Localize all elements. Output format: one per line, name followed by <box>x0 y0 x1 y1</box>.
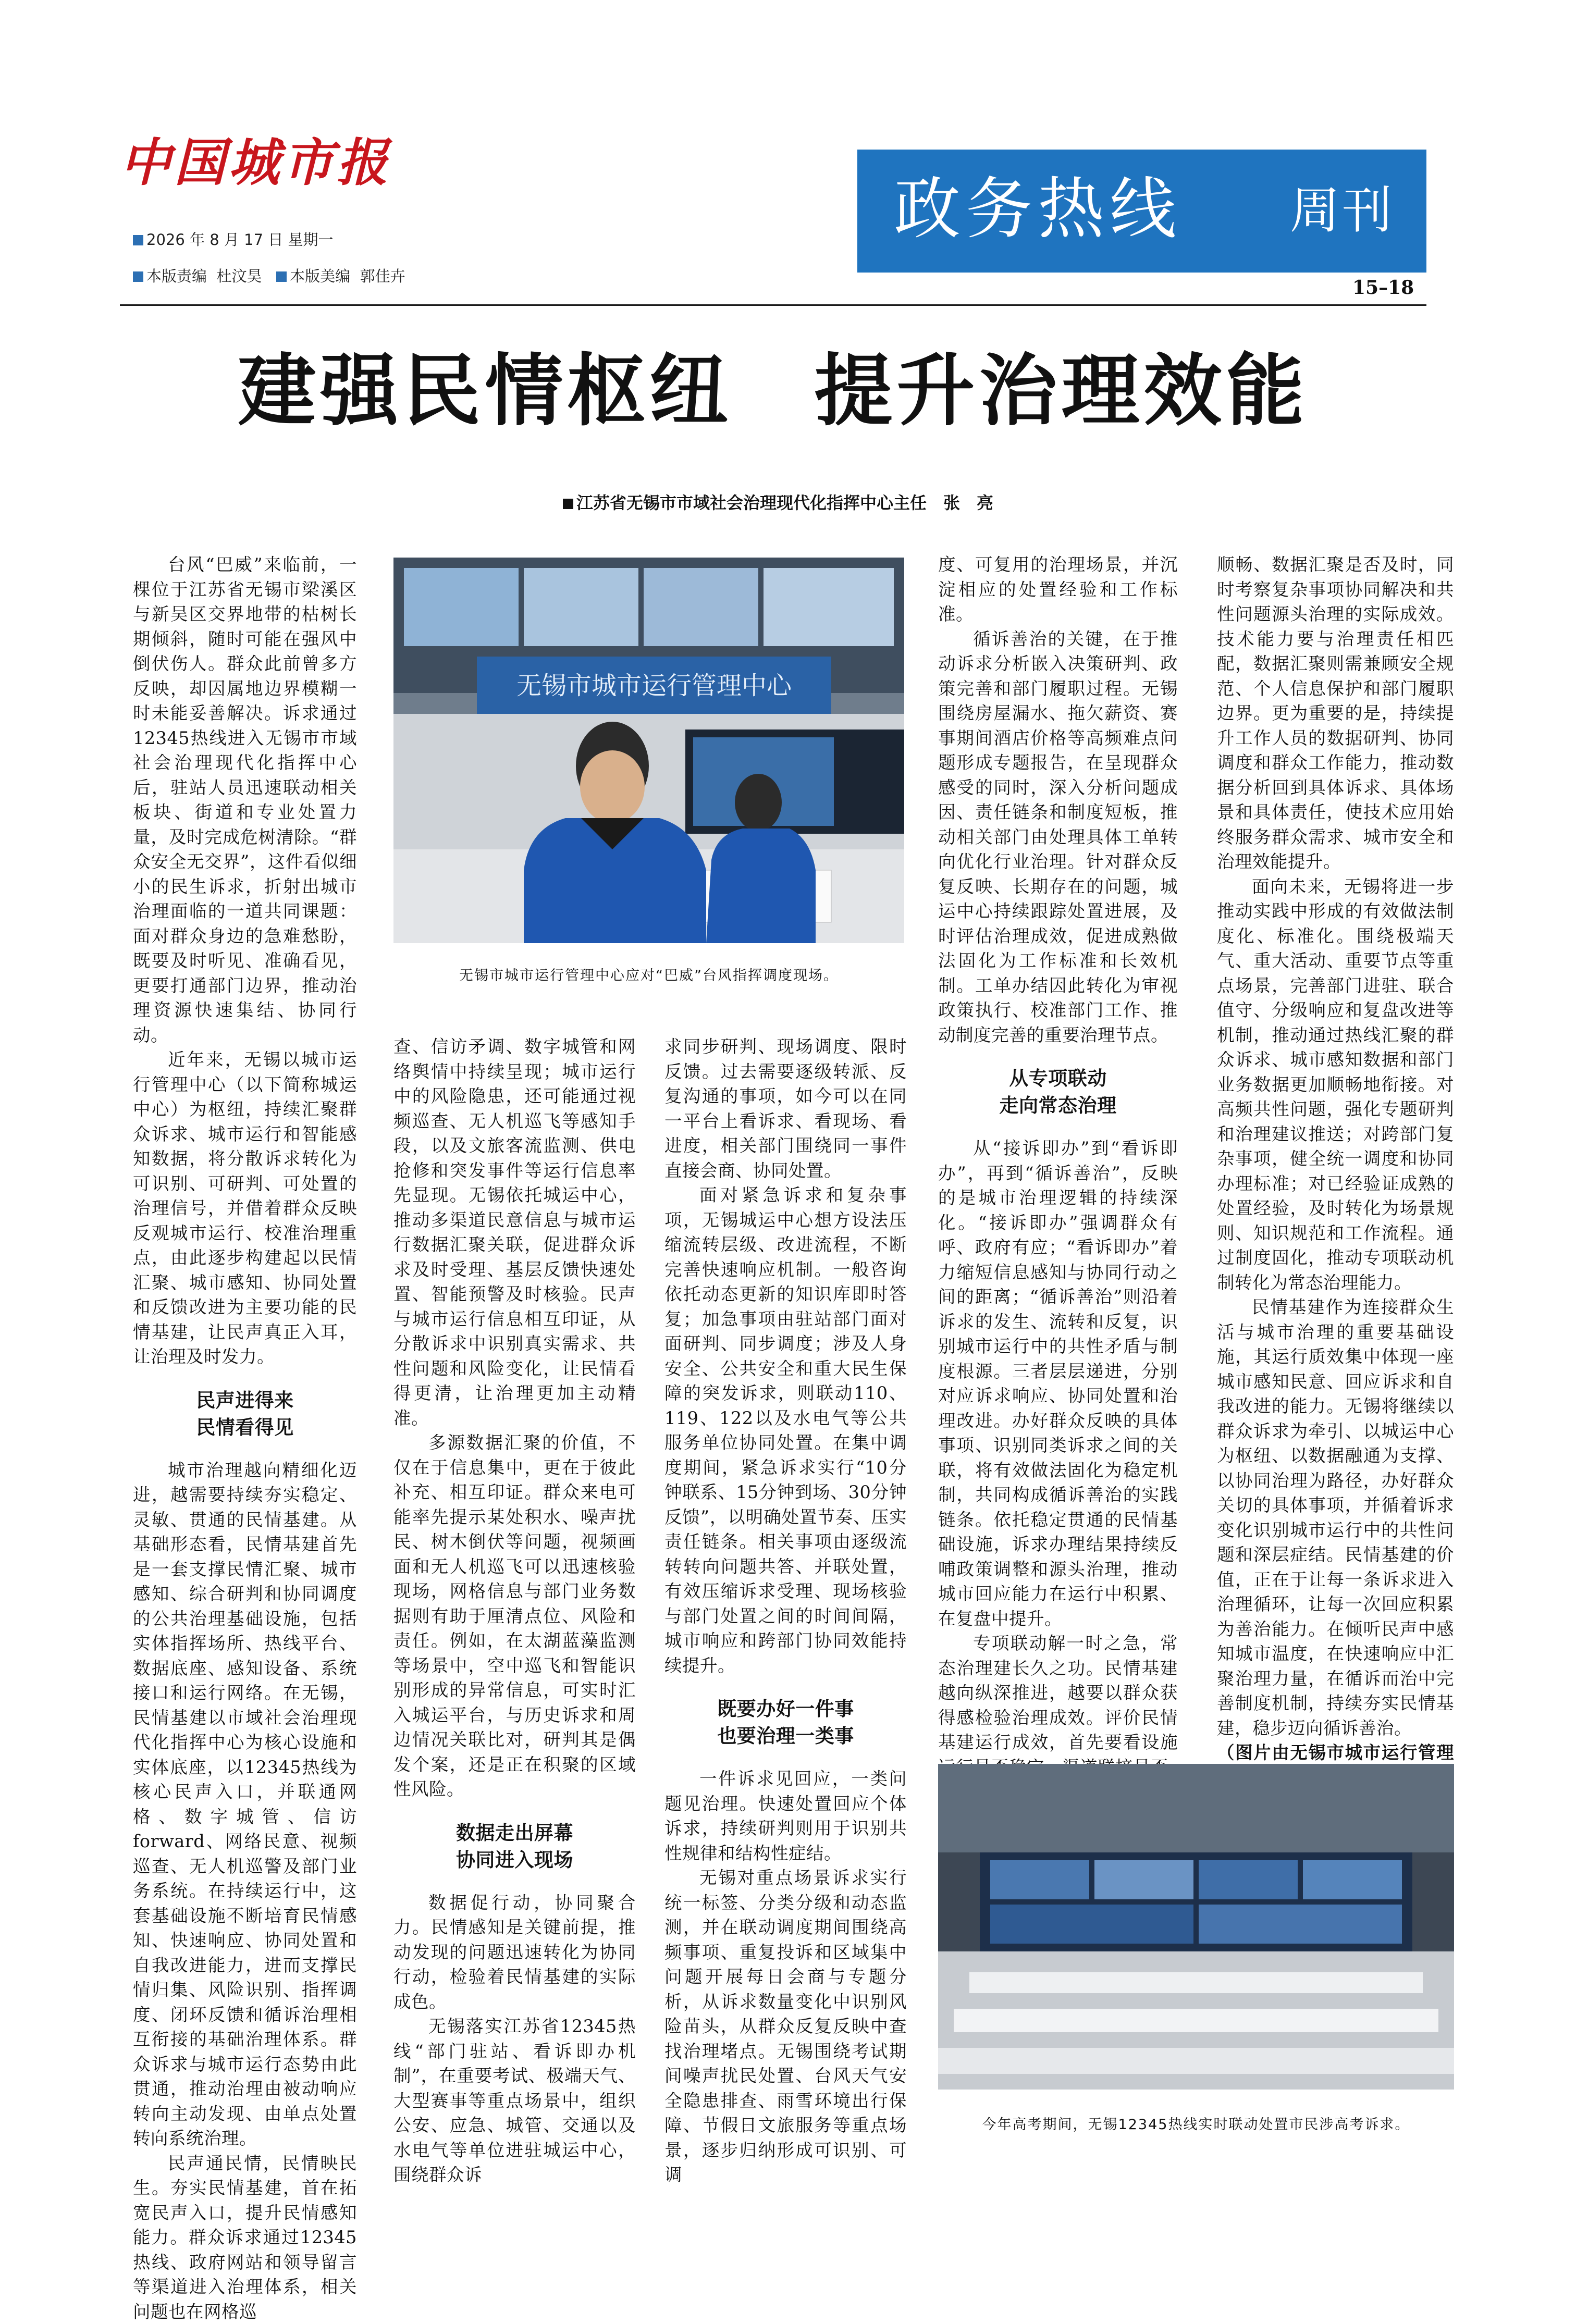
paragraph: 一件诉求见回应，一类问题见治理。快速处置回应个体诉求，持续研判则用于识别共性规律和结构性症结。 <box>664 1766 907 1865</box>
bullet-square-icon <box>563 499 573 509</box>
paragraph: 面向未来，无锡将进一步推动实践中形成的有效做法制度化、标准化。围绕极端天气、重大活动、重要节点等重点场景，完善部门进驻、联合值守、分级响应和复盘改进等机制，推动通过热线汇聚的群众诉求、城市感知数据和部门业务数据更加顺畅地衔接。对高频共性问题，强化专题研判和治理建议推送；对跨部门复杂事项，健全统一调度和协同办理标准；对已经验证成熟的处置经验，及时转化为场景规则、知识规范和工作流程。通过制度固化，推动专项联动机制转化为常态治理能力。 <box>1217 874 1454 1295</box>
section-subtitle: 周刊 <box>1290 182 1394 239</box>
bullet-square-icon <box>133 271 143 282</box>
paragraph: 面对紧急诉求和复杂事项，无锡城运中心想方设法压缩流转层级、改进流程，不断完善快速响应机制。一般咨询依托动态更新的知识库即时答复；加急事项由驻站部门面对面研判、同步调度；涉及人身安全、公共安全和重大民生保障的突发诉求，则联动110、119、122以及水电气等公共服务单位协同处置。在集中调度期间，紧急诉求实行“10分钟联系、15分钟到场、30分钟反馈”，以明确处置节奏、压实责任链条。相关事项由逐级流转转向问题共答、并联处置，有效压缩诉求受理、现场核验与部门处置之间的时间间隔，城市响应和跨部门协同效能持续提升。 <box>664 1183 907 1678</box>
editor-credits: 本版责编 杜汶昊 本版美编 郭佳卉 <box>133 266 405 287</box>
article-column-2 <box>393 1034 636 2187</box>
subheading: 既要办好一件事 也要治理一类事 <box>664 1696 907 1750</box>
photo1-caption: 无锡市城市运行管理中心应对“巴威”台风指挥调度现场。 <box>393 964 904 984</box>
paragraph: 度、可复用的治理场景，并沉淀相应的处置经验和工作标准。 <box>938 552 1178 627</box>
photo-command-center <box>393 558 904 943</box>
photo2-caption: 今年高考期间，无锡12345热线实时联动处置市民涉高考诉求。 <box>938 2113 1454 2133</box>
paragraph: 民声通民情，民情映民生。夯实民情基建，首在拓宽民声入口，提升民情感知能力。群众诉求通过12345热线、政府网站和领导留言等渠道进入治理体系，相关问题也在网格巡 <box>133 2151 357 2324</box>
paragraph: 无锡落实江苏省12345热线“部门驻站、看诉即办机制”，在重要考试、极端天气、大型赛事等重点场景中，组织公安、应急、城管、交通以及水电气等单位进驻城运中心，围绕群众诉 <box>393 2014 636 2187</box>
paragraph: 数据促行动，协同聚合力。民情感知是关键前提，推动发现的问题迅速转化为协同行动，检验着民情基建的实际成色。 <box>393 1890 636 2014</box>
subheading: 数据走出屏幕 协同进入现场 <box>393 1820 636 1874</box>
newspaper-logo: 中国城市报 <box>120 133 339 193</box>
paragraph: 求同步研判、现场调度、限时反馈。过去需要逐级转派、反复沟通的事项，如今可以在同一平台上看诉求、看现场、看进度，相关部门围绕同一事件直接会商、协同处置。 <box>664 1034 907 1183</box>
article-column-4 <box>938 552 1178 1779</box>
issue-date: 2026 年 8 月 17 日 星期一 <box>133 229 333 250</box>
masthead-rule <box>120 304 1426 306</box>
paragraph: 无锡对重点场景诉求实行统一标签、分类分级和动态监测，并在联动调度期间围绕高频事项、重复投诉和区域集中问题开展每日会商与专题分析，从诉求数量变化中识别风险苗头，从群众反复反映中查找治理堵点。无锡围绕考试期间噪声扰民处置、台风天气安全隐患排查、雨雪环境出行保障、节假日文旅服务等重点场景，逐步归纳形成可识别、可调 <box>664 1865 907 2187</box>
paragraph: 专项联动解一时之急，常态治理建长久之功。民情基建越向纵深推进，越要以群众获得感检验治理成效。评价民情基建运行成效，首先要看设施 <box>938 1631 1178 1779</box>
paragraph: 多源数据汇聚的价值，不仅在于信息集中，更在于彼此补充、相互印证。群众来电可能率先提示某处积水、噪声扰民、树木倒伏等问题，视频画面和无人机巡飞可以迅速核验现场，网格信息与部门业务数据则有助于厘清点位、风险和责任。例如，在太湖蓝藻监测等场景中，空中巡飞和智能识别形成的异常信息，可实时汇入城运平台，与历史诉求和周边情况关联比对，研判其是偶发个案，还是正在积聚的区域性风险。 <box>393 1430 636 1802</box>
paragraph: 民情基建作为连接群众生活与城市治理的重要基础设施，其运行质效集中体现一座城市感知民意、回应诉求和自我改进的能力。无锡将继续以群众诉求为牵引、以城运中心为枢纽、以数据融通为支撑、以协同治理为路径，办好群众关切的具体事项，并循着诉求变化识别城市运行中的共性问题和深层症结。民情基建的价值，正在于让每一条诉求进入治理循环，让每一次回应积累为善治能力。在倾听民声中感知城市温度，在快速响应中汇聚治理力量，在循诉而治中完善制度机制，持续夯实民情基建，稳步迈向循诉善治。 <box>1217 1295 1454 1740</box>
section-banner <box>857 150 1426 273</box>
paragraph: 近年来，无锡以城市运行管理中心（以下简称城运中心）为枢纽，持续汇聚群众诉求、城市运行和智能感知数据，将分散诉求转化为可识别、可研判、可处置的治理信号，并借着群众反映反观城市运行、校准治理重点，由此逐步构建起以民情汇聚、城市感知、协同处置和反馈改进为主要功能的民情基建，让民声真正入耳，让治理及时发力。 <box>133 1047 357 1369</box>
subheading: 民声进得来 民情看得见 <box>133 1387 357 1441</box>
photo-credit: （图片由无锡市城市运行管理 <box>1217 1740 1454 1790</box>
subheading: 从专项联动 走向常态治理 <box>938 1065 1178 1119</box>
paragraph: 查、信访矛调、数字城管和网络舆情中持续呈现；城市运行中的风险隐患，还可能通过视频巡查、无人机巡飞等感知手段，以及文旅客流监测、供电抢修和突发事件等运行信息率先显现。无锡依托城运中心，推动多渠道民意信息与城市运行数据汇聚关联，促进群众诉求及时受理、基层反馈快速处置、智能预警及时核验。民声与城市运行信息相互印证，从分散诉求中识别真实需求、共性问题和风险变化，让民情看得更清，让治理更加主动精准。 <box>393 1034 636 1430</box>
paragraph: 从“接诉即办”到“看诉即办”，再到“循诉善治”，反映的是城市治理逻辑的持续深化。“接诉即办”强调群众有呼、政府有应；“看诉即办”着力缩短信息感知与协同行动之间的距离；“循诉善治”则沿着诉求的发生、流转和反复，识别城市运行中的共性矛盾与制度根源。三者层层递进，分别对应诉求响应、协同处置和治理改进。办好群众反映的具体事项、识别同类诉求之间的关联，将有效做法固化为稳定机制，共同构成循诉善治的实践链条。依托稳定贯通的民情基础设施，诉求办理结果持续反哺政策调整和源头治理，推动城市回应能力在运行中积累、在复盘中提升。 <box>938 1136 1178 1631</box>
page-range: 15–18 <box>1352 277 1414 299</box>
paragraph: 台风“巴威”来临前，一棵位于江苏省无锡市梁溪区与新吴区交界地带的枯树长期倾斜，随时可能在强风中倒伏伤人。群众此前曾多方反映，却因属地边界模糊一时未能妥善解决。诉求通过12345热线进入无锡市市域社会治理现代化指挥中心后，驻站人员迅速联动相关板块、街道和专业处置力量，及时完成危树清除。“群众安全无交界”，这件看似细小的民生诉求，折射出城市治理面临的一道共同课题：面对群众身边的急难愁盼，既要及时听见、准确看见，更要打通部门边界，推动治理资源快速集结、协同行动。 <box>133 552 357 1047</box>
bullet-square-icon <box>276 271 287 282</box>
article-column-1 <box>133 552 357 2324</box>
article-headline: 建强民情枢纽 提升治理效能 <box>120 339 1426 443</box>
article-column-3 <box>664 1034 907 2187</box>
article-column-5 <box>1217 552 1454 1790</box>
screen-banner-text: 无锡市城市运行管理中心 <box>516 671 793 700</box>
paragraph: 顺畅、数据汇聚是否及时，同时考察复杂事项协同解决和共性问题源头治理的实际成效。技术能力要与治理责任相匹配，数据汇聚则需兼顾安全规范、个人信息保护和部门履职边界。更为重要的是，持续提升工作人员的数据研判、协同调度和群众工作能力，推动数据分析回到具体诉求、具体场景和具体责任，使技术应用始终服务群众需求、城市安全和治理效能提升。 <box>1217 552 1454 874</box>
section-title: 政务热线 <box>894 170 1181 249</box>
bullet-square-icon <box>133 235 143 245</box>
paragraph: 循诉善治的关键，在于推动诉求分析嵌入决策研判、政策完善和部门履职过程。无锡围绕房屋漏水、拖欠薪资、赛事期间酒店价格等高频难点问题形成专题报告，在呈现群众感受的同时，深入分析问题成因、责任链条和制度短板，推动相关部门由处理具体工单转向优化行业治理。针对群众反复反映、长期存在的问题，城运中心持续跟踪处置进展，及时评估治理成效，促进成熟做法固化为工作标准和长效机制。工单办结因此转化为审视政策执行、校准部门工作、推动制度完善的重要治理节点。 <box>938 627 1178 1048</box>
photo-hotline-hall <box>938 1764 1454 2090</box>
paragraph: 城市治理越向精细化迈进，越需要持续夯实稳定、灵敏、贯通的民情基建。从基础形态看，民情基建首先是一套支撑民情汇聚、城市感知、综合研判和协同调度的公共治理基础设施，包括实体指挥场所、热线平台、数据底座、感知设备、系统接口和运行网络。在无锡，民情基建以市域社会治理现代化指挥中心为核心设施和实体底座，以12345热线为核心民声入口，并联通网格、数字城管、信访forward、网络民意、视频巡查、无人机巡警及部门业务系统。在持续运行中，这套基础设施不断培育民情感知、快速响应、协同处置和自我改进能力，进而支撑民情归集、风险识别、指挥调度、闭环反馈和循诉治理相互衔接的基础治理体系。群众诉求与城市运行态势由此贯通，推动治理由被动响应转向主动发现、由单点处置转向系统治理。 <box>133 1458 357 2151</box>
article-byline: 江苏省无锡市市域社会治理现代化指挥中心主任 张 亮 <box>563 490 993 514</box>
